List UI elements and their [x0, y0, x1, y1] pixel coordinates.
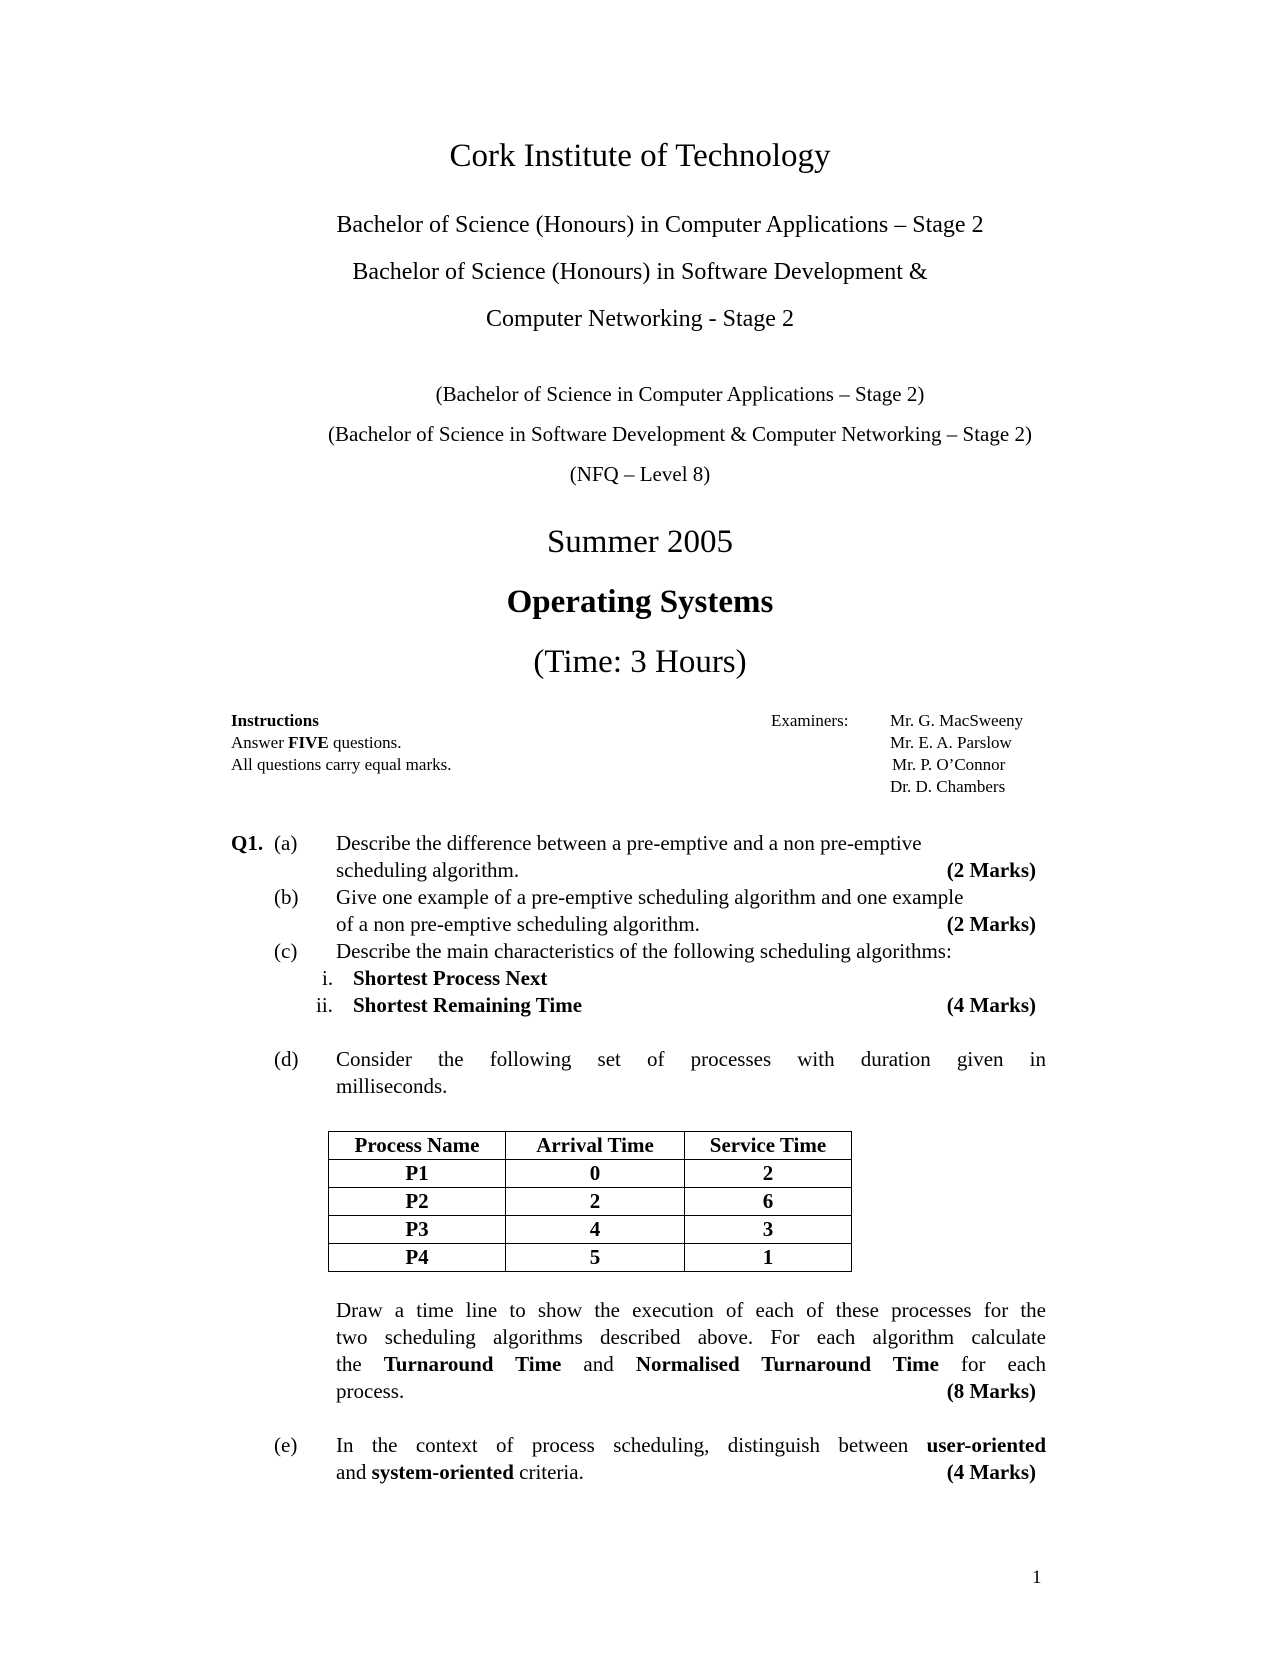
part-b-label: (b): [274, 885, 299, 909]
examiner-name: Mr. E. A. Parslow: [890, 733, 1012, 752]
degree-line-1: Bachelor of Science (Honours) in Computer Applications – Stage 2: [336, 212, 984, 238]
table-cell: 5: [506, 1244, 685, 1272]
part-d-marks: (8 Marks): [946, 1379, 1036, 1403]
table-cell: 1: [685, 1244, 852, 1272]
examiner-name: Dr. D. Chambers: [890, 777, 1006, 796]
part-d-line-2: milliseconds.: [336, 1074, 448, 1098]
table-cell: 3: [685, 1216, 852, 1244]
page-number: 1: [1032, 1567, 1042, 1588]
institution-title: Cork Institute of Technology: [449, 138, 831, 174]
part-e-line-1: In the context of process scheduling, distinguish between user-oriented: [336, 1433, 1046, 1457]
table-cell: 6: [685, 1188, 852, 1216]
degree-line-2a: Bachelor of Science (Honours) in Software Development &: [352, 259, 928, 285]
part-c-line-1: Describe the main characteristics of the following scheduling algorithms:: [336, 939, 952, 963]
instructions-line-2: All questions carry equal marks.: [231, 755, 452, 774]
table-row: [329, 1160, 852, 1188]
degree-line-2b: Computer Networking - Stage 2: [486, 306, 794, 332]
table-cell: P2: [329, 1188, 506, 1216]
part-b-line-1: Give one example of a pre-emptive scheduling algorithm and one example: [336, 885, 964, 909]
exam-subject: Operating Systems: [506, 584, 774, 620]
exam-duration: (Time: 3 Hours): [533, 644, 747, 680]
table-cell: P4: [329, 1244, 506, 1272]
part-e-line-2: and system-oriented criteria.: [336, 1460, 584, 1484]
examiner-name: Mr. G. MacSweeny: [890, 711, 1024, 730]
column-header: Process Name: [329, 1132, 506, 1160]
instructions-block: [231, 710, 451, 776]
part-d-label: (d): [274, 1047, 299, 1071]
part-c-marks: (4 Marks): [946, 993, 1036, 1017]
instructions-line-1: Answer FIVE questions.: [231, 733, 402, 752]
part-d-line-1: Consider the following set of processes with duration given in: [336, 1047, 1046, 1071]
part-b-line-2: of a non pre-emptive scheduling algorithm.: [336, 912, 700, 936]
examiner-name: Mr. P. O’Connor: [892, 755, 1006, 774]
list-item-srt: Shortest Remaining Time: [353, 993, 583, 1017]
exam-session: Summer 2005: [546, 524, 734, 560]
part-e-marks: (4 Marks): [946, 1460, 1036, 1484]
part-a-line-1: Describe the difference between a pre-emptive and a non pre-emptive: [336, 831, 922, 855]
table-row: [329, 1216, 852, 1244]
part-e-label: (e): [274, 1433, 298, 1457]
term-turnaround-time: Turnaround Time: [383, 1352, 562, 1376]
column-header: Service Time: [685, 1132, 852, 1160]
term-system-oriented: system-oriented: [371, 1460, 514, 1484]
table-cell: 0: [506, 1160, 685, 1188]
list-numeral: ii.: [316, 993, 333, 1017]
column-header: Arrival Time: [506, 1132, 685, 1160]
instructions-heading: Instructions: [231, 711, 319, 730]
question-number: Q1.: [231, 831, 264, 855]
instructions-five: FIVE: [288, 733, 329, 752]
process-table: [328, 1131, 852, 1272]
table-cell: P3: [329, 1216, 506, 1244]
part-d-draw-line-1: Draw a time line to show the execution of each of these processes for the: [336, 1298, 1046, 1322]
part-a-marks: (2 Marks): [946, 858, 1036, 882]
examiners-label: Examiners:: [771, 711, 849, 730]
part-a-line-2: scheduling algorithm.: [336, 858, 520, 882]
table-cell: 2: [506, 1188, 685, 1216]
part-b-marks: (2 Marks): [946, 912, 1036, 936]
examiners-list: [890, 710, 1023, 798]
old-degree-line-2: (Bachelor of Science in Software Development & Computer Networking – Stage 2): [328, 422, 1032, 446]
table-cell: 4: [506, 1216, 685, 1244]
old-degree-line-1: (Bachelor of Science in Computer Applications – Stage 2): [435, 382, 925, 406]
list-numeral: i.: [322, 966, 334, 990]
table-cell: P1: [329, 1160, 506, 1188]
term-user-oriented: user-oriented: [926, 1433, 1046, 1457]
list-item-spn: Shortest Process Next: [353, 966, 548, 990]
table-cell: 2: [685, 1160, 852, 1188]
part-c-label: (c): [274, 939, 298, 963]
part-d-draw-line-2: two scheduling algorithms described above. For each algorithm calculate: [336, 1325, 1046, 1349]
table-row: [329, 1188, 852, 1216]
part-d-draw-line-3: the Turnaround Time and Normalised Turnaround Time for each: [336, 1352, 1047, 1376]
table-header-row: [329, 1132, 852, 1160]
table-row: [329, 1244, 852, 1272]
part-a-label: (a): [274, 831, 298, 855]
term-normalised-turnaround-time: Normalised Turnaround Time: [635, 1352, 939, 1376]
part-d-draw-line-4: process.: [336, 1379, 405, 1403]
nfq-level: (NFQ – Level 8): [569, 462, 711, 486]
